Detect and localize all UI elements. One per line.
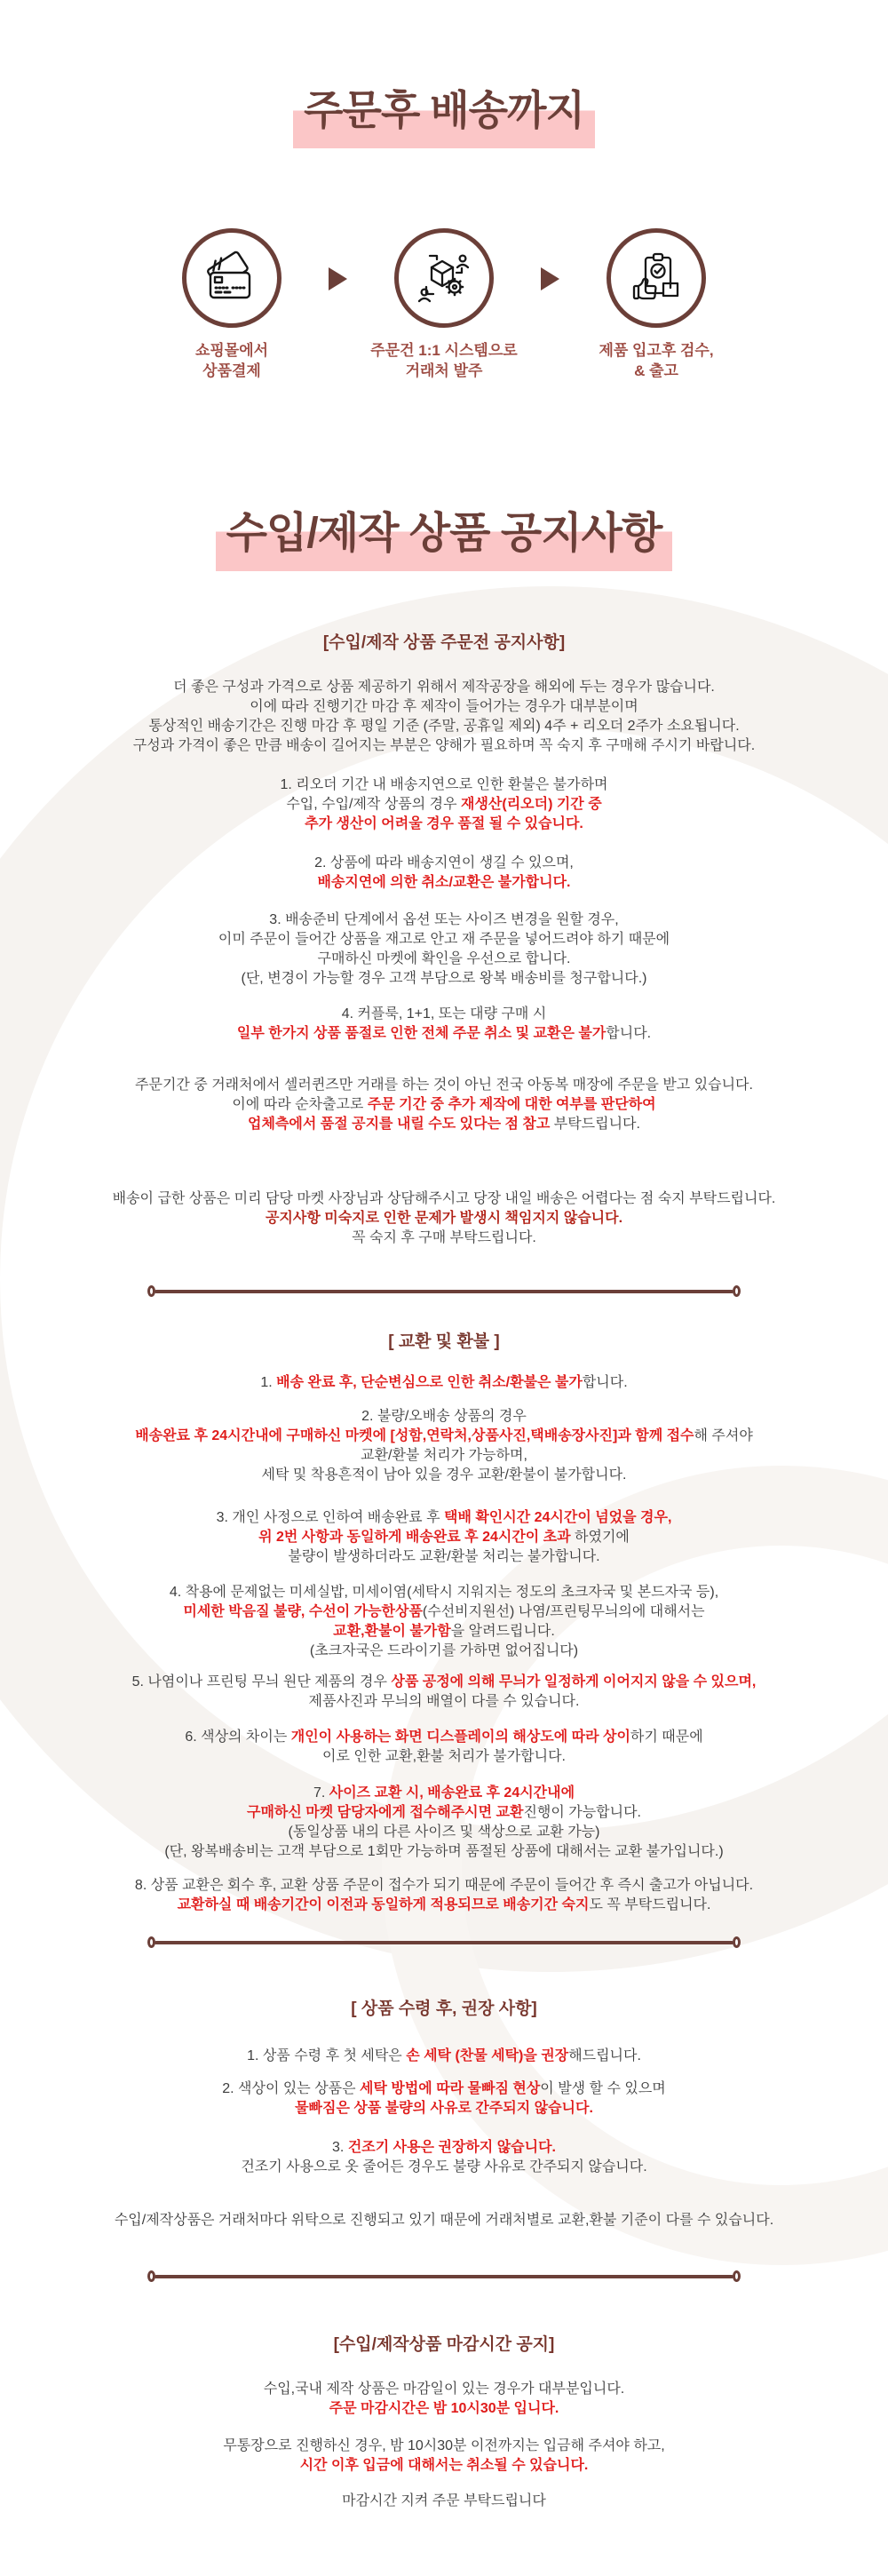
notice-line: 추가 생산이 어려울 경우 품절 될 수 있습니다. [305,816,583,831]
section-divider [147,1936,741,1948]
notice-line: 배송이 급한 상품은 미리 담당 마켓 사장님과 상담해주시고 당장 내일 배송은 어렵다는 점 숙지 부탁드립니다. [112,1191,776,1206]
notice-block [36,2138,852,2177]
step-label-line1: 쇼핑몰에서 [194,342,269,359]
notice-block [36,2437,852,2476]
notice-line: 이로 인한 교환,환불 처리가 불가합니다. [322,1749,566,1764]
section-divider [147,1285,741,1297]
notice-title-highlight: 수입/제작 상품 공지사항 [216,498,673,571]
section-header: [ 상품 수령 후, 권장 사항] [351,2000,537,2018]
notice-line: 8. 상품 교환은 회수 후, 교환 상품 주문이 접수가 되기 때문에 주문이 들어간 후 즉시 출고가 아닙니다. [134,1878,754,1893]
notice-body [36,632,852,2511]
step-inspection [563,228,749,381]
notice-line: 무통장으로 진행하신 경우, 밤 10시30분 이전까지는 입금해 주셔야 하고, [223,2438,665,2453]
notice-block [36,775,852,834]
notice-line: (단, 변경이 가능할 경우 고객 부담으로 왕복 배송비를 청구합니다.) [241,971,647,986]
notice-line: 구매하신 마켓 담당자에게 접수해주시면 교환진행이 가능합니다. [247,1805,641,1820]
notice-line: 4. 착용에 문제없는 미세실밥, 미세이염(세탁시 지워지는 정도의 초크자국 및 본드자국 등), [169,1585,719,1600]
notice-line: 1. 상품 수령 후 첫 세탁은 손 세탁 (찬물 세탁)을 권장해드립니다. [247,2048,641,2063]
notice-block [36,1407,852,1485]
step-label [351,340,537,381]
step-circle [607,228,706,328]
notice-line: 수입/제작상품은 거래처마다 위탁으로 진행되고 있기 때문에 거래처별로 교환,환불 기준이 다를 수 있습니다. [114,2213,774,2228]
notice-line: 이에 따라 진행기간 마감 후 제작이 들어가는 경우가 대부분이며 [250,699,638,714]
notice-block [36,1373,852,1393]
notice-line: 꼭 숙지 후 구매 부탁드립니다. [352,1230,536,1245]
notice-title [0,498,888,571]
step-label [563,340,749,381]
notice-line: 주문기간 중 거래처에서 셀러퀸즈만 거래를 하는 것이 아닌 전국 아동복 매장에 주문을 받고 있습니다. [135,1077,753,1093]
notice-line: 이에 따라 순차출고로 주문 기간 중 추가 제작에 대한 여부를 판단하여 [232,1097,656,1112]
notice-line: (단, 왕복배송비는 고객 부담으로 1회만 가능하며 품절된 상품에 대해서는 교환 불가입니다.) [164,1844,724,1859]
step-label-line2: & 출고 [634,362,678,379]
step-order-system [351,228,537,381]
notice-line: 수입, 수입/제작 상품의 경우 재생산(리오더) 기간 중 [286,797,602,812]
notice-line: 주문 마감시간은 밤 10시30분 입니다. [329,2401,559,2416]
notice-line: 마감시간 지켜 주문 부탁드립니다 [342,2493,546,2508]
step-circle [182,228,281,328]
notice-block [36,1508,852,1567]
section-header: [ 교환 및 환불 ] [388,1332,500,1351]
notice-line: 일부 한가지 상품 품절로 인한 전체 주문 취소 및 교환은 불가합니다. [236,1026,652,1041]
notice-line: 배송지연에 의한 취소/교환은 불가합니다. [317,875,571,890]
notice-block [36,1076,852,1134]
divider-end-ring-icon [733,1936,741,1948]
notice-block [36,678,852,756]
process-steps [0,228,888,381]
notice-line: 더 좋은 구성과 가격으로 상품 제공하기 위해서 제작공장을 해외에 두는 경우가 많습니다. [173,680,715,695]
notice-line: 수입,국내 제작 상품은 마감일이 있는 경우가 대부분입니다. [263,2381,625,2397]
divider-line [155,1941,733,1944]
divider-end-ring-icon [733,1285,741,1297]
notice-block [36,2492,852,2511]
notice-line: 교환/환불 처리가 가능하며, [361,1448,527,1463]
notice-line: 건조기 사용으로 옷 줄어든 경우도 불량 사유로 간주되지 않습니다. [241,2159,647,2174]
notice-block [36,854,852,893]
notice-block [36,1005,852,1044]
notice-line: (동일상품 내의 다른 사이즈 및 색상으로 교환 가능) [288,1825,600,1840]
notice-block [36,910,852,989]
notice-line: 위 2번 사항과 동일하게 배송완료 후 24시간이 초과 하였기에 [258,1530,630,1545]
notice-line: 구성과 가격이 좋은 만큼 배송이 길어지는 부분은 양해가 필요하며 꼭 숙지 후 구매해 주시기 바랍니다. [132,738,756,753]
divider-end-ring-icon [733,2270,741,2282]
notice-line: 교환하실 때 배송기간이 이전과 동일하게 적용되므로 배송기간 숙지도 꼭 부탁드립니다. [177,1897,711,1912]
step-payment [139,228,325,381]
divider-line [155,1290,733,1293]
notice-block [36,1728,852,1767]
step-label-line2: 상품결제 [202,362,261,379]
notice-block [36,2079,852,2119]
notice-block [36,2380,852,2419]
order-system-icon [416,250,472,306]
notice-line: 3. 개인 사정으로 인하여 배송완료 후 택배 확인시간 24시간이 넘었을 경우, [216,1510,672,1525]
notice-line: 2. 색상이 있는 상품은 세탁 방법에 따라 물빠짐 현상이 발생 할 수 있으며 [222,2081,666,2096]
notice-block [36,2211,852,2230]
section-header: [수입/제작상품 마감시간 공지] [333,2335,555,2354]
notice-line: 7. 사이즈 교환 시, 배송완료 후 24시간내에 [313,1785,575,1801]
notice-block [36,1876,852,1915]
notice-block [36,1784,852,1862]
notice-line: 6. 색상의 차이는 개인이 사용하는 화면 디스플레이의 해상도에 따라 상이하기 때문에 [185,1729,703,1745]
notice-line: 4. 커플룩, 1+1, 또는 대량 구매 시 [341,1006,547,1022]
arrow-right-icon [329,267,347,290]
credit-card-icon [203,250,260,306]
notice-block [36,1673,852,1712]
notice-block [36,1583,852,1661]
notice-line: 1. 배송 완료 후, 단순변심으로 인한 취소/환불은 불가합니다. [260,1375,628,1390]
notice-line: 공지사항 미숙지로 인한 문제가 발생시 책임지지 않습니다. [265,1211,623,1226]
step-label-line1: 제품 입고후 검수, [599,342,714,359]
notice-line: 3. 배송준비 단계에서 옵션 또는 사이즈 변경을 원할 경우, [269,912,619,927]
step-label-line2: 거래처 발주 [405,362,483,379]
notice-line: 시간 이후 입금에 대해서는 취소될 수 있습니다. [299,2458,589,2473]
notice-line: 2. 불량/오배송 상품의 경우 [361,1409,527,1424]
notice-line: 배송완료 후 24시간내에 구매하신 마켓에 [성함,연락처,상품사진,택배송장사진]과 함께 접수해 주셔야 [135,1428,753,1443]
section-divider [147,2270,741,2282]
page-title [0,0,888,148]
notice-line: 불량이 발생하더라도 교환/환불 처리는 불가합니다. [288,1549,600,1564]
notice-line: 교환,환불이 불가함을 알려드립니다. [333,1624,555,1639]
notice-block [36,2047,852,2066]
notice-line: (초크자국은 드라이기를 가하면 없어집니다) [309,1643,579,1658]
notice-block [36,1189,852,1248]
step-circle [394,228,494,328]
notice-line: 3. 건조기 사용은 권장하지 않습니다. [332,2140,556,2155]
divider-line [155,2275,733,2278]
notice-line: 5. 나염이나 프린팅 무늬 원단 제품의 경우 상품 공정에 의해 무늬가 일정하게 이어지지 않을 수 있으며, [131,1674,757,1690]
notice-line: 통상적인 배송기간은 진행 마감 후 평일 기준 (주말, 공휴일 제외) 4주 + 리오더 2주가 소요됩니다. [148,719,740,734]
notice-line: 세탁 및 착용흔적이 남아 있을 경우 교환/환불이 불가합니다. [261,1467,627,1483]
section-header: [수입/제작 상품 주문전 공지사항] [322,633,566,652]
notice-line: 2. 상품에 따라 배송지연이 생길 수 있으며, [314,855,574,871]
notice-line: 업체측에서 품절 공지를 내릴 수도 있다는 점 참고 부탁드립니다. [248,1117,640,1132]
notice-line: 물빠짐은 상품 불량의 사유로 간주되지 않습니다. [295,2101,593,2116]
notice-line: 이미 주문이 들어간 상품을 재고로 안고 재 주문을 넣어드려야 하기 때문에 [218,932,670,947]
inspection-icon [628,250,685,306]
step-label-line1: 주문건 1:1 시스템으로 [370,342,518,359]
notice-line: 구매하신 마켓에 확인을 우선으로 합니다. [317,951,571,966]
notice-line: 1. 리오더 기간 내 배송지연으로 인한 환불은 불가하며 [280,777,608,792]
notice-line: 미세한 박음질 불량, 수선이 가능한상품(수선비지원선) 나염/프린팅무늬의에 대해서는 [183,1604,705,1619]
step-label [139,340,325,381]
notice-line: 제품사진과 무늬의 배열이 다를 수 있습니다. [308,1694,580,1709]
page-title-highlight: 주문후 배송까지 [293,78,595,148]
arrow-right-icon [541,267,559,290]
